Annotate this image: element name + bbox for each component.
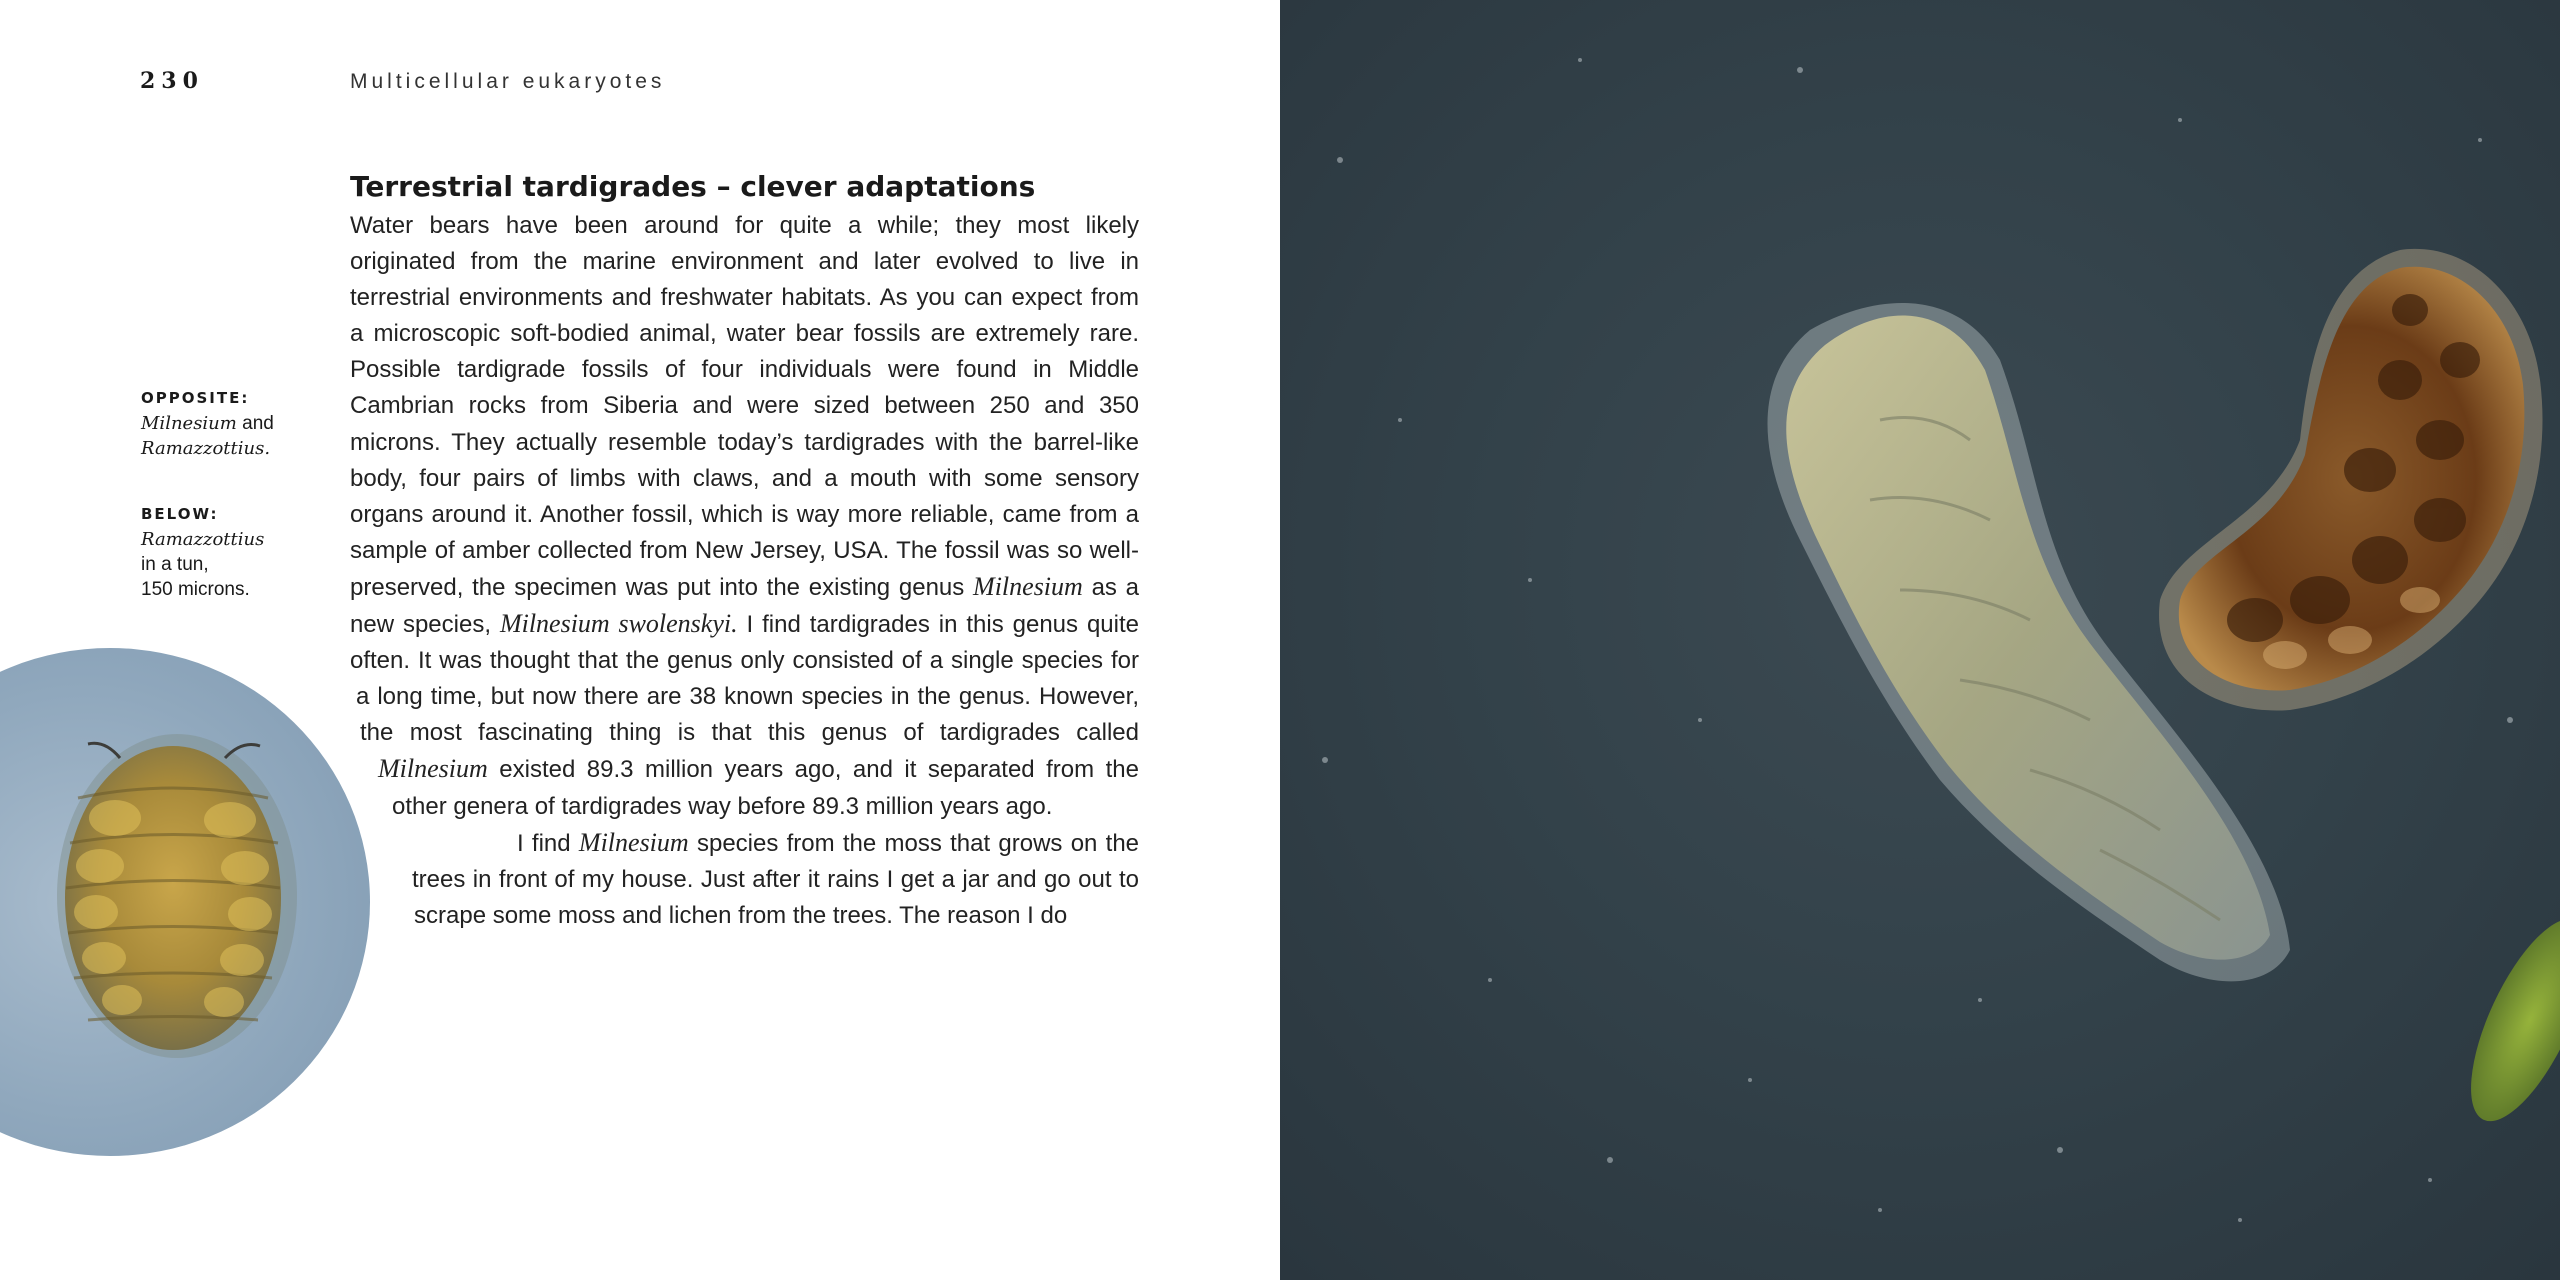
page-number: 230 (140, 68, 204, 94)
paragraph-2-text-a: I find (517, 829, 571, 857)
paragraph-1-text-a: Water bears have been around for quite a while; they most likely originated from the marine environment and later evolved to live in terrestrial environments and freshwater habitats. As you can expect from a microscopic soft-bodied animal, water bear fossils are extremely rare. Possible tardigrade fossils of four individuals were found in Middle Cambrian rocks from Siberia and were sized between 250 and 350 microns. They actually resemble today’s tardigrades with the barrel-like body, four pairs of limbs with claws, and a mouth with some sensory organs around it. Another fossil, which is way more reliable, came from a sample of amber collected from New Jersey, USA. The fossil was so well-preserved, the specimen was put into the existing genus (350, 212, 1139, 601)
caption-opposite-and: and (242, 413, 274, 434)
article-body (350, 208, 1139, 1002)
micrograph-illustration (1280, 0, 2560, 1280)
inset-photo-ramazzottius-tun (0, 648, 370, 1156)
genus-milnesium-2: Milnesium (378, 754, 488, 784)
caption-below-line-3: 150 microns. (141, 579, 250, 600)
genus-milnesium-1: Milnesium (973, 571, 1083, 601)
caption-opposite-label: OPPOSITE: (141, 389, 250, 407)
species-milnesium-swolenskyi: Milnesium swolenskyi. (499, 609, 738, 639)
caption-below-genus: Ramazzottius (141, 529, 265, 550)
running-head: Multicellular eukaryotes (350, 70, 666, 93)
caption-opposite-genus-2: Ramazzottius. (141, 438, 271, 459)
caption-below-label: BELOW: (141, 505, 219, 523)
caption-below (141, 502, 301, 602)
paragraph-2 (350, 825, 1139, 934)
opposite-photo-milnesium-ramazzottius (1280, 0, 2560, 1280)
tun-illustration (0, 648, 370, 1156)
paragraph-2-text-b: species from the moss that grows on the trees in front of my house. Just after it rains I get a jar and go out to scrape some moss and lichen from the trees. The reason I do (412, 829, 1140, 929)
article-title: Terrestrial tardigrades – clever adaptations (350, 170, 1036, 203)
caption-opposite-genus-1: Milnesium (141, 413, 237, 434)
paragraph-1 (350, 208, 1139, 825)
paragraph-1-text-d: existed 89.3 million years ago, and it separated from the other genera of tardigrades way before 89.3 million years ago. (392, 756, 1139, 820)
paragraph-1-text-b: as a new species, (350, 573, 1140, 639)
genus-milnesium-3: Milnesium (578, 827, 689, 857)
caption-opposite (141, 386, 301, 461)
caption-below-line-2: in a tun, (141, 554, 209, 575)
paragraph-1-text-c: I find tardigrades in this genus quite often. It was thought that the genus only consisted of a single species for a long time, but now there are 38 known species in the genus. However, the most fascinating thing is that this genus of tardigrades called (350, 611, 1139, 747)
